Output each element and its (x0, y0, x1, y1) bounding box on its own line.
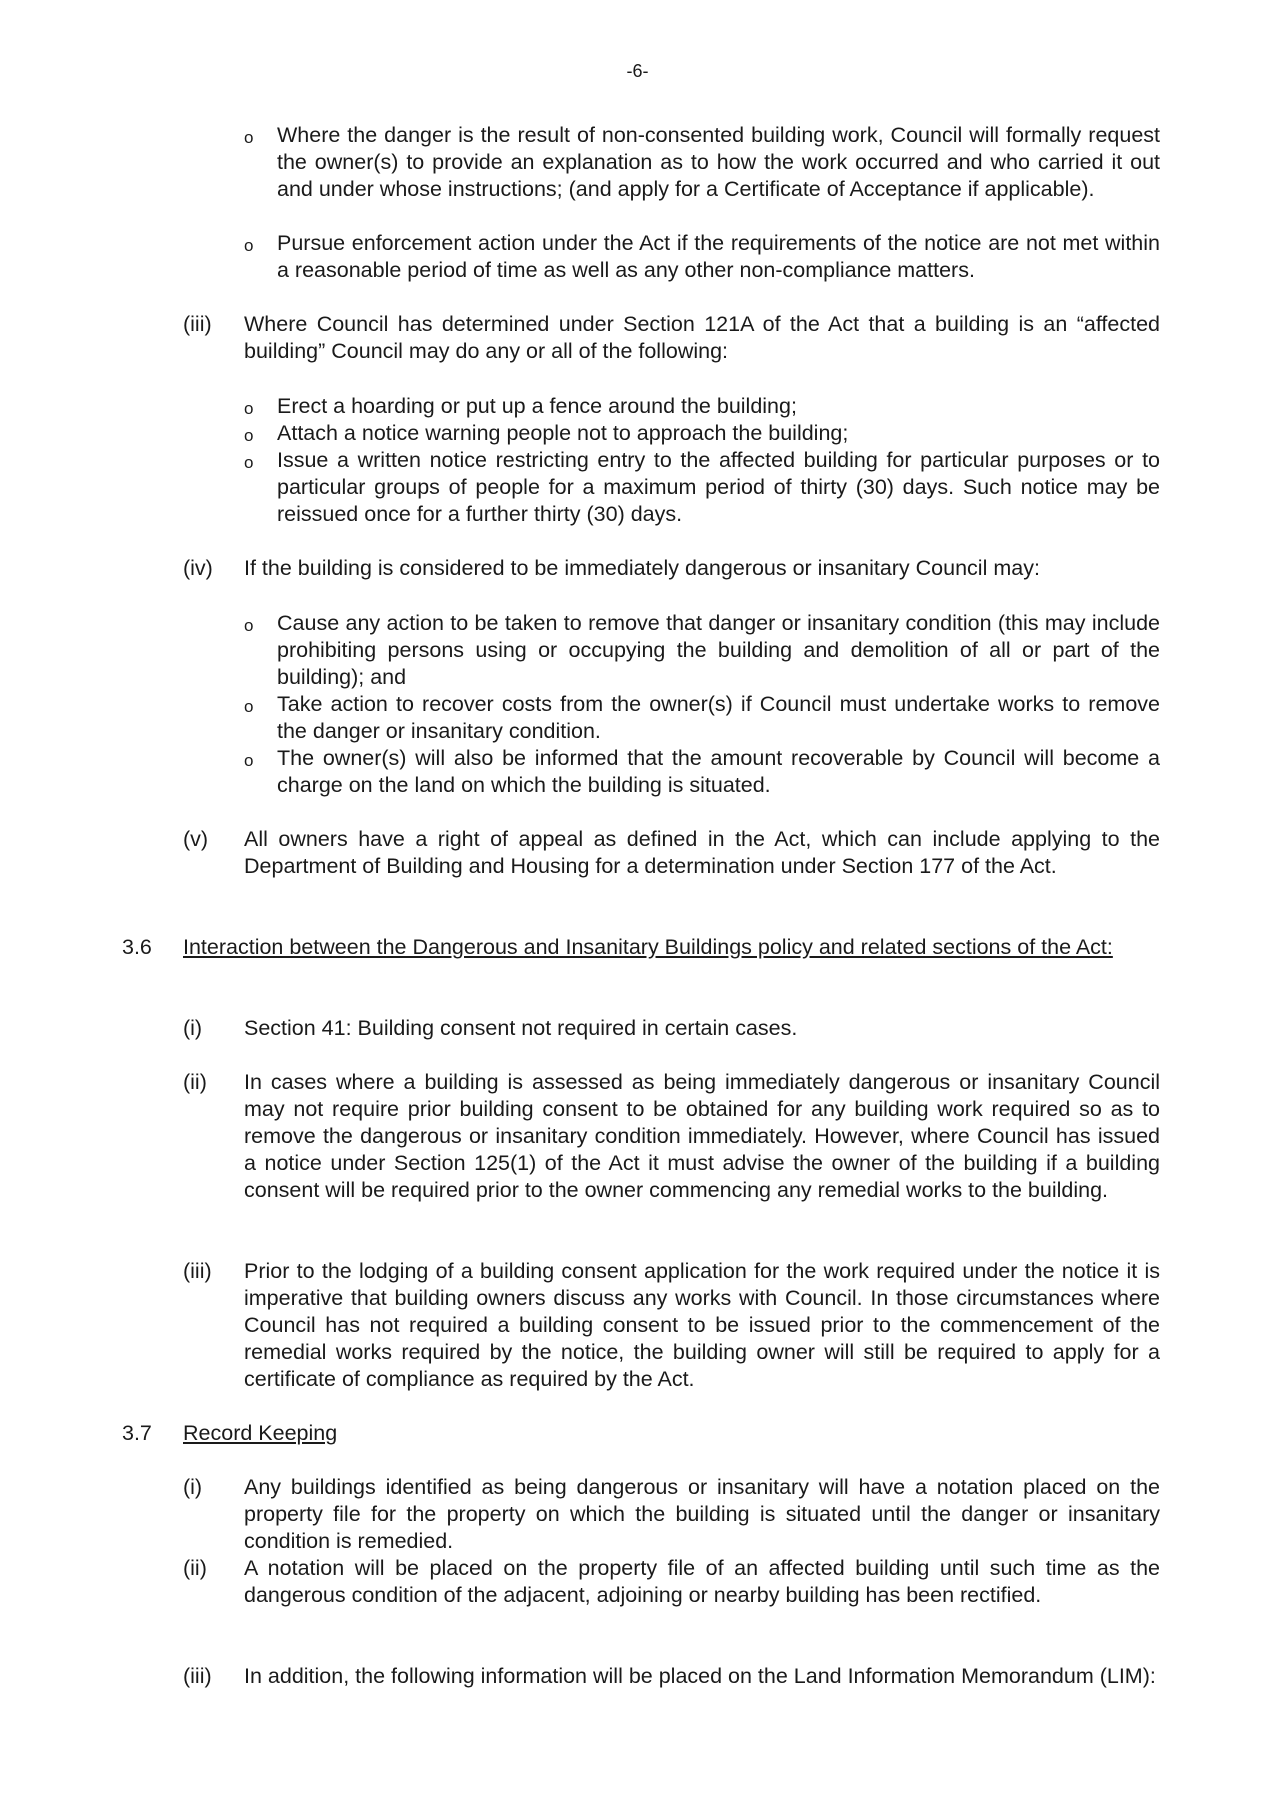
section-number: 3.7 (122, 1421, 152, 1445)
item-label: (iii) (183, 1664, 212, 1688)
item-text: Section 41: Building consent not required in certain cases. (244, 1016, 798, 1040)
section-number: 3.6 (122, 935, 152, 959)
bullet-marker: o (244, 616, 254, 635)
item-text: In addition, the following information will be placed on the Land Information Memorandum (LIM): (244, 1664, 1156, 1688)
bullet-text: Issue a written notice restricting entry to the affected building for particular purposes or to particular groups of people for a maximum period of thirty (30) days. Such notice may be reissued once for a further thirty (30) days. (277, 448, 1160, 526)
item-text: All owners have a right of appeal as defined in the Act, which can include applying to the Department of Building and Housing for a determination under Section 177 of the Act. (244, 827, 1160, 878)
bullet-marker: o (244, 453, 254, 472)
bullet-marker: o (244, 426, 254, 445)
bullet-text: Pursue enforcement action under the Act if the requirements of the notice are not met within a reasonable period of time as well as any other non-compliance matters. (277, 231, 1160, 282)
item-label: (iii) (183, 312, 212, 336)
bullet-marker: o (244, 697, 254, 716)
section-title: Record Keeping (183, 1421, 338, 1445)
item-label: (i) (183, 1475, 203, 1499)
item-text: If the building is considered to be immediately dangerous or insanitary Council may: (244, 556, 1040, 580)
item-label: (iv) (183, 556, 213, 580)
page-number: -6- (626, 61, 649, 81)
item-text: Where Council has determined under Section 121A of the Act that a building is an “affected building” Council may do any or all of the following: (244, 312, 1160, 363)
item-text: Prior to the lodging of a building consent application for the work required under the notice it is imperative that building owners discuss any works with Council. In those circumstances where Council has not required a building consent to be issued prior to the commencement of the remedial works required by the notice, the building owner will still be required to apply for a certificate of compliance as required by the Act. (244, 1259, 1160, 1391)
bullet-text: Where the danger is the result of non-consented building work, Council will formally request the owner(s) to provide an explanation as to how the work occurred and who carried it out and under whose instructions; (and apply for a Certificate of Acceptance if applicable). (277, 123, 1160, 201)
item-label: (ii) (183, 1070, 207, 1094)
item-text: In cases where a building is assessed as being immediately dangerous or insanitary Council may not require prior building consent to be obtained for any building work required so as to remove the dangerous or insanitary condition immediately. However, where Council has issued a notice under Section 125(1) of the Act it must advise the owner of the building if a building consent will be required prior to the owner commencing any remedial works to the building. (244, 1070, 1160, 1202)
bullet-text: Take action to recover costs from the owner(s) if Council must undertake works to remove the danger or insanitary condition. (277, 692, 1160, 743)
bullet-text: Erect a hoarding or put up a fence around the building; (277, 394, 797, 418)
item-text: A notation will be placed on the property file of an affected building until such time as the dangerous condition of the adjacent, adjoining or nearby building has been rectified. (244, 1556, 1160, 1607)
bullet-marker: o (244, 751, 254, 770)
item-text: Any buildings identified as being dangerous or insanitary will have a notation placed on the property file for the property on which the building is situated until the danger or insanitary condition is remedied. (244, 1475, 1160, 1553)
bullet-text: Attach a notice warning people not to approach the building; (277, 421, 849, 445)
item-label: (v) (183, 827, 209, 851)
bullet-text: The owner(s) will also be informed that the amount recoverable by Council will become a charge on the land on which the building is situated. (277, 746, 1160, 797)
section-title: Interaction between the Dangerous and Insanitary Buildings policy and related sections of the Act: (183, 935, 1113, 959)
bullet-marker: o (244, 128, 254, 147)
item-label: (i) (183, 1016, 203, 1040)
bullet-text: Cause any action to be taken to remove that danger or insanitary condition (this may include prohibiting persons using or occupying the building and demolition of all or part of the building); and (277, 611, 1160, 689)
item-label: (iii) (183, 1259, 212, 1283)
item-label: (ii) (183, 1556, 207, 1580)
bullet-marker: o (244, 236, 254, 255)
bullet-marker: o (244, 399, 254, 418)
